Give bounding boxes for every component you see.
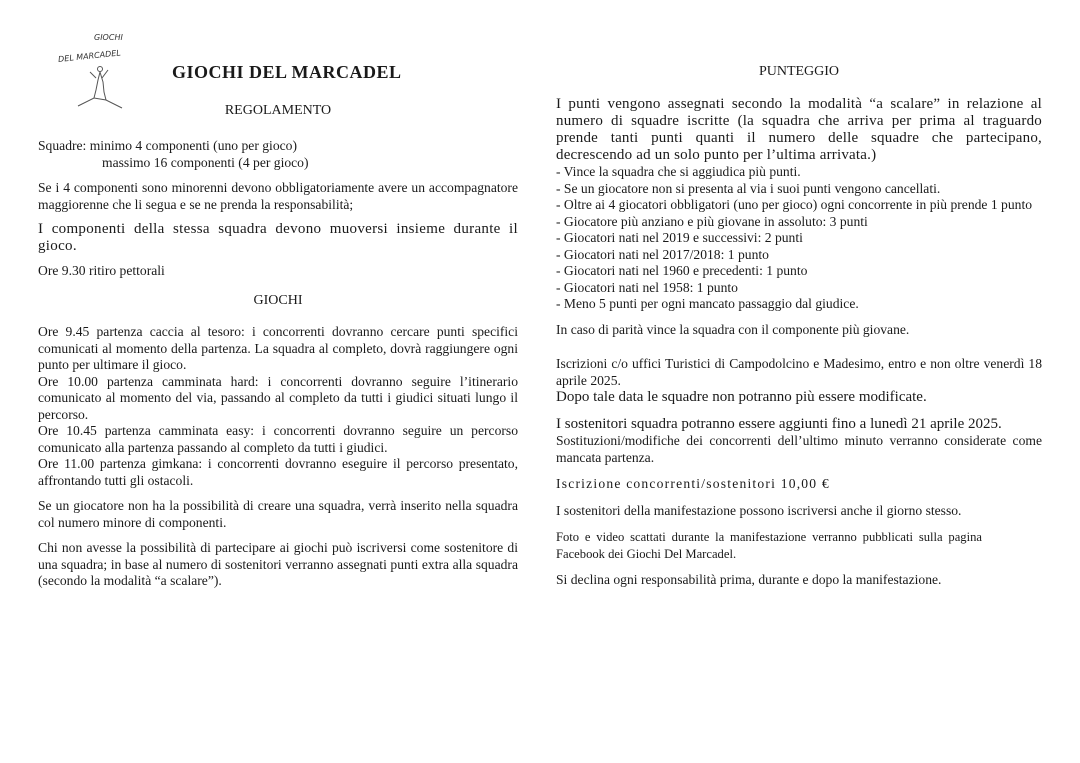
page-title: GIOCHI DEL MARCADEL [172, 62, 402, 82]
punteggio-heading: PUNTEGGIO [758, 64, 840, 79]
logo-line2: DEL MARCADEL [57, 48, 122, 64]
ritiro-paragraph: Ore 9.30 ritiro pettorali [38, 263, 165, 278]
rule-item: - Vince la squadra che si aggiudica più punti. [556, 164, 801, 179]
giochi-heading: GIOCHI [253, 292, 303, 308]
iscrizioni-paragraph: Iscrizioni c/o uffici Turistici di Campodolcino e Madesimo, entro e non oltre venerdì 18 aprile 2025. [556, 356, 1042, 388]
sostenitore-paragraph: Chi non avesse la possibilità di partecipare ai giochi può iscriversi come sostenitore di una squadra; in base al numero di sostenitori verranno assegnati punti extra alla squadra (secondo la modalità “a scalare”). [38, 540, 518, 588]
insieme-paragraph: I componenti della stessa squadra devono muoversi insieme durante il gioco. [38, 221, 518, 254]
rule-item: - Oltre ai 4 giocatori obbligatori (uno per gioco) ogni concorrente in più prende 1 punto [556, 197, 1033, 212]
rule-item: - Giocatori nati nel 1958: 1 punto [556, 279, 738, 295]
hard-paragraph: Ore 10.00 partenza camminata hard: i concorrenti dovranno seguire l’itinerario comunicato al momento del via, passando al completo da tutti i giudici situati lungo il percorso. [38, 373, 518, 422]
rule-item: - Se un giocatore non si presenta al via i suoi punti vengono cancellati. [556, 180, 941, 196]
quota-paragraph: Iscrizione concorrenti/sostenitori 10,00 € [556, 476, 830, 491]
rule-item: - Giocatori nati nel 2017/2018: 1 punto [556, 246, 769, 262]
sostenitori-aggiunti-paragraph: I sostenitori squadra potranno essere aggiunti fino a lunedì 21 aprile 2025. [556, 416, 1002, 432]
stesso-giorno-paragraph: I sostenitori della manifestazione possono iscriversi anche il giorno stesso. [556, 502, 962, 518]
regolamento-heading: REGOLAMENTO [224, 103, 332, 118]
logo-line1: GIOCHI [94, 33, 123, 42]
squadre-line2: massimo 16 componenti (4 per gioco) [102, 154, 309, 170]
sostituzioni-paragraph: Sostituzioni/modifiche dei concorrenti dell’ultimo minuto verranno considerate come mancata partenza. [556, 433, 1042, 465]
foto-paragraph: Foto e video scattati durante la manifestazione verranno pubblicati sulla pagina Facebook dei Giochi Del Marcadel. [556, 530, 982, 561]
rule-item: - Giocatore più anziano e più giovane in assoluto: 3 punti [556, 213, 868, 229]
rule-item: - Giocatori nati nel 2019 e successivi: 2 punti [556, 230, 803, 245]
minorenni-paragraph: Se i 4 componenti sono minorenni devono obbligatoriamente avere un accompagnatore maggiorenne che li segua e se ne prenda la responsabilità; [38, 180, 518, 212]
dopo-paragraph: Dopo tale data le squadre non potranno più essere modificate. [556, 389, 927, 405]
rule-item: - Giocatori nati nel 1960 e precedenti: 1 punto [556, 263, 808, 278]
declina-paragraph: Si declina ogni responsabilità prima, durante e dopo la manifestazione. [556, 572, 942, 587]
rule-item: - Meno 5 punti per ogni mancato passaggio dal giudice. [556, 296, 859, 311]
inserito-paragraph: Se un giocatore non ha la possibilità di creare una squadra, verrà inserito nella squadra col numero minore di componenti. [38, 498, 518, 530]
gimkana-paragraph: Ore 11.00 partenza gimkana: i concorrenti dovranno eseguire il percorso presentato, affrontando tutti gli ostacoli. [38, 456, 518, 488]
easy-paragraph: Ore 10.45 partenza camminata easy: i concorrenti dovranno seguire un percorso comunicato alla partenza passando al completo da tutti i giudici. [38, 423, 518, 455]
squadre-line1: Squadre: minimo 4 componenti (uno per gioco) [38, 138, 297, 153]
parita-paragraph: In caso di parità vince la squadra con il componente più giovane. [556, 321, 910, 337]
punteggio-intro: I punti vengono assegnati secondo la modalità “a scalare” in relazione al numero di squadre iscritte (la squadra che arriva per prima al traguardo prende tanti punti quanti il numero delle squadre che partecipano, decrescendo ad un solo punto per l’ultima arrivata.) [556, 96, 1042, 163]
caccia-paragraph: Ore 9.45 partenza caccia al tesoro: i concorrenti dovranno cercare punti specifici comunicati al momento della partenza. La squadra al completo, dovrà raggiungere ogni punto per ultimare il gioco. [38, 324, 518, 372]
